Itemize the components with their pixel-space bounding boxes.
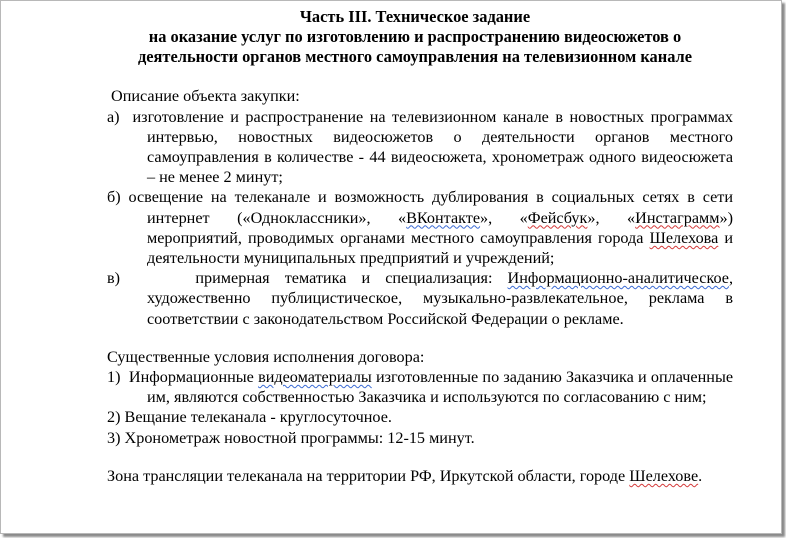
list-item-text: изготовление и распространение на телевизионном канале в новостных программах интервью, новостных видеосюжетов о деятельности органов местного самоуправления в количестве - 44 видеосюжета, хронометраж одного видеосюжета – не менее 2 минут; bbox=[132, 107, 734, 187]
condition-item-1: 1) Информационные видеоматериалы изготовленные по заданию Заказчика и оплаченные им, являются собственностью Заказчика и используются по согласованию с ним; bbox=[107, 368, 733, 407]
spellcheck-word: Шелехова bbox=[649, 228, 719, 247]
list-marker: в) bbox=[107, 269, 121, 288]
condition-item-3: 3) Хронометраж новостной программы: 12-15 минут. bbox=[107, 428, 475, 447]
spellcheck-word: Инстаграмм bbox=[635, 208, 720, 227]
spellcheck-word: видеоматериалы bbox=[258, 368, 372, 387]
procurement-description-heading: Описание объекта закупки: bbox=[111, 87, 300, 106]
spellcheck-word: Фейсбук bbox=[527, 208, 588, 227]
list-item-v: в) примерная тематика и специализация: Информационно-аналитическое, художественно публицистическое, музыкально-развлекательное, реклама в соответствии с законодательством Российской Федерации о рекламе. bbox=[107, 269, 734, 328]
spellcheck-word: Шелехове bbox=[629, 466, 699, 485]
list-marker: а) bbox=[107, 107, 120, 126]
broadcast-zone: Зона трансляции телеканала на территории РФ, Иркутской области, городе Шелехове. bbox=[107, 466, 703, 485]
list-marker: б) bbox=[107, 188, 121, 207]
contract-conditions-heading: Существенные условия исполнения договора: bbox=[107, 347, 425, 366]
list-item-a bbox=[107, 107, 733, 188]
list-marker: 1) bbox=[107, 368, 121, 387]
list-item-b: б) освещение на телеканале и возможность дублирования в социальных сетях в сети интернет («Одноклассники», «ВКонтакте», «Фейсбук», «Инстаграмм») мероприятий, проводимых органами местного самоуправления города Шелехова и деятельности муниципальных предприятий и учреждений; bbox=[107, 188, 734, 268]
document-title bbox=[97, 7, 733, 66]
spellcheck-word: ВКонтакте bbox=[406, 208, 481, 227]
spellcheck-word: Информационно-аналитическое bbox=[507, 269, 729, 288]
title-line-1: Часть III. Техническое задание bbox=[299, 7, 531, 26]
document-body bbox=[107, 7, 733, 486]
title-line-3: деятельности органов местного самоуправления на телевизионном канале bbox=[137, 46, 693, 66]
condition-item-2: 2) Вещание телеканала - круглосуточное. bbox=[107, 408, 392, 427]
title-line-2: на оказание услуг по изготовлению и распространению видеосюжетов о bbox=[148, 26, 682, 46]
